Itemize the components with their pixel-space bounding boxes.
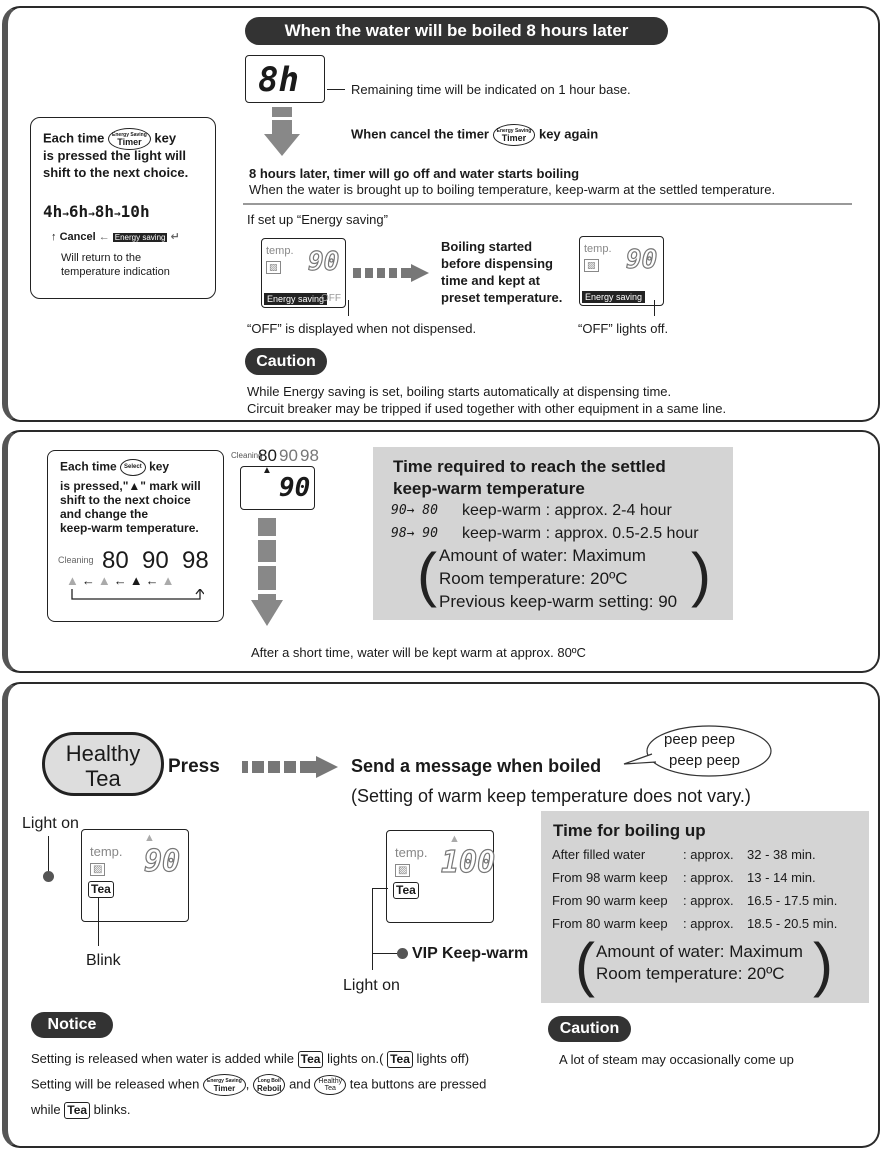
lcd-energy-saving: Energy saving [582, 291, 645, 303]
notice2-and: and [289, 1076, 311, 1092]
left-paren-icon: ( [417, 541, 437, 608]
lcd-value: 100 [441, 845, 496, 880]
dot-icon [397, 948, 408, 959]
boil-title: Time for boiling up [553, 821, 706, 840]
panel1-caution-line1: While Energy saving is set, boiling starts automatically at dispensing time. [247, 384, 672, 399]
arrow-left-icon: ← [113, 573, 130, 588]
boiling-started-text [441, 238, 562, 306]
cond3: Previous keep-warm setting: 90 [439, 592, 678, 611]
side2-temp-90: 90 [142, 547, 169, 574]
boiling-line: preset temperature. [441, 290, 563, 305]
side1-line3: shift to the next choice. [43, 165, 189, 180]
select-key: Select [120, 459, 146, 476]
side2-line3: shift to the next choice [60, 493, 191, 507]
scale-98: 98 [300, 446, 319, 465]
marker-row [66, 573, 178, 588]
row1-text: keep-warm : approx. 2-4 hour [462, 502, 672, 519]
choice-8h: 8h [94, 202, 115, 221]
divider [243, 203, 852, 205]
tea-lcd-light [386, 830, 494, 923]
triangle-outline-icon: ▲ [66, 573, 82, 588]
notice2-post: tea buttons are pressed [349, 1076, 487, 1092]
tea-indicator: Tea [393, 882, 419, 899]
not-vary: (Setting of warm keep temperature does not vary.) [351, 786, 751, 806]
side1-line1-pre: Each time [43, 130, 105, 146]
light-on-1: Light on [22, 815, 79, 832]
leader-line [48, 836, 49, 876]
scale-80: 80 [258, 446, 277, 465]
side2-line2: is pressed,"▲" mark will [60, 479, 201, 493]
leader-line [654, 300, 655, 316]
arrow-right-icon: → [88, 207, 95, 220]
lcd-energy-saving: Energy saving [264, 293, 327, 305]
timer-key [203, 1074, 246, 1096]
energy-saving-tag: Energy saving [114, 233, 166, 242]
choice-10h: 10h [120, 202, 150, 221]
panel3-caution-text: A lot of steam may occasionally come up [559, 1052, 794, 1067]
triangle-selected-icon: ▲ [129, 573, 146, 588]
battery-icon: ▨ [584, 259, 599, 272]
off-lights: “OFF” lights off. [578, 321, 669, 336]
timer-key-bottom: Timer [501, 133, 527, 143]
side2-cleaning: Cleaning [58, 555, 94, 565]
tea-indicator: Tea [88, 881, 114, 898]
notice-line3 [31, 1102, 131, 1119]
timer-key-top: Energy Saving [496, 128, 532, 134]
down-arrow-segment [258, 518, 276, 536]
triangle-selected-icon: ▲ [262, 465, 272, 476]
side1-line1 [43, 128, 176, 150]
lcd-temp-label: temp. [90, 844, 123, 859]
arrow-left-icon: ← [145, 573, 162, 588]
side2-line1 [60, 459, 169, 476]
timer-display-value: 8h [258, 60, 299, 100]
lcd-off: OFF [321, 293, 341, 304]
cancel-loop [51, 230, 180, 243]
arrow-left-icon: ← [81, 573, 98, 588]
timer-display [245, 55, 325, 103]
healthy-key-bottom: Tea [324, 1085, 336, 1092]
boil-row-value: 32 - 38 min. [747, 847, 816, 862]
dot-icon [43, 871, 54, 882]
down-arrow-segment [272, 120, 292, 134]
box-title-2: keep-warm temperature [393, 479, 585, 498]
tea-indicator: Tea [387, 1051, 413, 1068]
lcd-energy-off [261, 238, 346, 308]
boil-row-label: From 80 warm keep [552, 916, 668, 931]
timer-key-top: Energy Saving [112, 132, 147, 138]
arrow-left-icon: ← [98, 231, 110, 243]
row1-from: 90→ 80 [391, 503, 438, 518]
choice-4h: 4h [43, 202, 63, 221]
boil-row-sep: : approx. [683, 893, 734, 908]
healthy-tea-button [42, 732, 164, 796]
side2-line5: keep-warm temperature. [60, 521, 199, 535]
boil-row-sep: : approx. [683, 870, 734, 885]
row2-text: keep-warm : approx. 0.5-2.5 hour [462, 525, 699, 542]
triangle-outline-icon: ▲ [449, 833, 460, 845]
later-text: When the water is brought up to boiling temperature, keep-warm at the settled temperature. [249, 182, 776, 197]
dashed-arrow [353, 264, 431, 287]
down-arrow-segment [272, 107, 292, 117]
cancel-label: Cancel [59, 231, 96, 243]
blink-label: Blink [86, 952, 121, 969]
cancel-note-post: key again [538, 126, 599, 142]
lcd-temp-label: temp. [584, 243, 612, 255]
leader-line [348, 300, 349, 316]
lcd-value: 90 [144, 844, 181, 879]
timer-key-top: Energy Saving [207, 1078, 242, 1084]
battery-icon: ▨ [266, 261, 281, 274]
peep-line1: peep peep [664, 731, 735, 748]
boiling-line: Boiling started [441, 239, 533, 254]
down-arrow-segment [258, 566, 276, 590]
side2-temp-98: 98 [182, 547, 209, 574]
scale-90: 90 [279, 446, 298, 465]
tea-indicator: Tea [64, 1102, 90, 1119]
side2-line4: and change the [60, 507, 149, 521]
panel1-caution-badge: Caution [245, 348, 327, 375]
down-arrow-segment [258, 540, 276, 562]
triangle-outline-icon: ▲ [161, 573, 178, 588]
loop-line-icon [70, 589, 204, 603]
leader-line [372, 888, 388, 889]
healthy-tea-line2: Tea [85, 766, 121, 791]
battery-icon: ▨ [90, 863, 105, 876]
light-on-2: Light on [343, 977, 400, 994]
leader-line [372, 888, 373, 970]
side1-line1-post: key [154, 130, 177, 146]
send-message: Send a message when boiled [351, 756, 602, 776]
side2-temp-80: 80 [102, 547, 129, 574]
keep-warm-value: 90 [279, 473, 311, 503]
notice3-post: blinks. [93, 1102, 131, 1117]
left-paren-icon: ( [575, 931, 595, 998]
reboil-key-top: Long Boil [257, 1078, 281, 1084]
cancel-note-pre: When cancel the timer [351, 126, 489, 142]
off-displayed: “OFF” is displayed when not dispensed. [247, 321, 477, 336]
notice-badge: Notice [31, 1012, 113, 1038]
right-paren-icon: ) [813, 931, 833, 998]
notice1-pre: Setting is released when water is added while [31, 1051, 295, 1066]
lcd-value: 90 [626, 245, 658, 275]
keep-warm-time-box [373, 447, 733, 620]
leader-line [327, 89, 345, 90]
arrow-right-icon: → [114, 207, 121, 220]
down-arrow-icon [251, 600, 283, 628]
healthy-key-top: Healthy [318, 1078, 343, 1085]
boil-row-value: 13 - 14 min. [747, 870, 816, 885]
later-bold: 8 hours later, timer will go off and water starts boiling [249, 166, 580, 181]
cancel-timer-note [351, 124, 598, 146]
cond2: Room temperature: 20ºC [439, 569, 628, 588]
timer-key [493, 124, 536, 146]
triangle-outline-icon: ▲ [144, 832, 155, 844]
lcd-energy-on [579, 236, 664, 306]
panel1-caution-line2: Circuit breaker may be tripped if used together with other equipment in a same line. [247, 401, 727, 416]
arrow-right-icon: → [62, 207, 69, 220]
side1-line2: is pressed the light will [43, 148, 187, 163]
triangle-outline-icon: ▲ [97, 573, 114, 588]
peep-line2: peep peep [669, 752, 740, 769]
timer-choices [43, 202, 150, 221]
boil-row-label: From 90 warm keep [552, 893, 668, 908]
keep-warm-choice-box [47, 450, 224, 622]
return-note-2: temperature indication [61, 266, 170, 278]
panel1-title: When the water will be boiled 8 hours later [245, 17, 668, 45]
choice-6h: 6h [68, 202, 89, 221]
reboil-key-bottom: Reboil [256, 1084, 282, 1093]
dashed-arrow-icon [353, 264, 431, 282]
notice2-pre: Setting will be released when [31, 1076, 200, 1092]
lcd-temp-label: temp. [266, 245, 294, 257]
battery-icon: ▨ [395, 864, 410, 877]
return-note-1: Will return to the [61, 252, 142, 264]
boiling-line: time and kept at [441, 273, 540, 288]
notice-line1 [31, 1051, 469, 1068]
boil-row-sep: : approx. [683, 847, 734, 862]
boil-row-value: 18.5 - 20.5 min. [747, 916, 838, 931]
tea-indicator: Tea [298, 1051, 324, 1068]
keep-warm-display [240, 466, 315, 510]
cond1: Amount of water: Maximum [439, 546, 646, 565]
lcd-temp-label: temp. [395, 845, 428, 860]
timer-choice-box [30, 117, 216, 299]
loop-arrow-icon: ↑ [51, 231, 57, 243]
boil-cond2: Room temperature: 20ºC [596, 964, 785, 983]
vip-label: VIP Keep-warm [412, 945, 529, 962]
right-paren-icon: ) [691, 541, 711, 608]
arrow-left-icon: ↵ [170, 231, 180, 243]
boiling-line: before dispensing [441, 256, 553, 271]
boil-row-value: 16.5 - 17.5 min. [747, 893, 838, 908]
after-note: After a short time, water will be kept warm at approx. 80ºC [251, 645, 586, 660]
leader-line [372, 953, 398, 954]
notice1-mid: lights on.( [327, 1051, 384, 1066]
timer-key-bottom: Timer [117, 137, 142, 147]
timer-key-bottom: Timer [213, 1084, 236, 1093]
notice3-pre: while [31, 1102, 61, 1117]
leader-line [98, 898, 99, 946]
reboil-key [253, 1074, 285, 1096]
boil-cond1: Amount of water: Maximum [596, 942, 803, 961]
boil-row-label: From 98 warm keep [552, 870, 668, 885]
down-arrow-icon [264, 134, 300, 158]
box-title-1: Time required to reach the settled [393, 457, 666, 476]
lcd-value: 90 [308, 247, 340, 277]
boil-row-sep: : approx. [683, 916, 734, 931]
remaining-note: Remaining time will be indicated on 1 hour base. [351, 82, 631, 97]
boil-time-box [541, 811, 869, 1003]
side2-line1-post: key [149, 459, 170, 474]
timer-key [108, 128, 151, 150]
press-label: Press [168, 756, 220, 777]
scale-cleaning: Cleaning [231, 451, 263, 460]
healthy-tea-key [314, 1075, 346, 1095]
healthy-tea-line1: Healthy [65, 741, 141, 766]
notice-line2: Setting will be released when Energy Saving Timer , Long Boil Reboil and Healthy Tea tea buttons are pressed [31, 1074, 486, 1096]
if-setup: If set up “Energy saving” [247, 212, 388, 227]
dashed-arrow-icon [242, 756, 340, 778]
side2-line1-pre: Each time [60, 459, 117, 474]
boil-row-label: After filled water [552, 847, 646, 862]
row2-from: 98→ 90 [391, 526, 438, 541]
panel3-caution-badge: Caution [548, 1016, 631, 1042]
notice1-post: lights off) [416, 1051, 470, 1066]
